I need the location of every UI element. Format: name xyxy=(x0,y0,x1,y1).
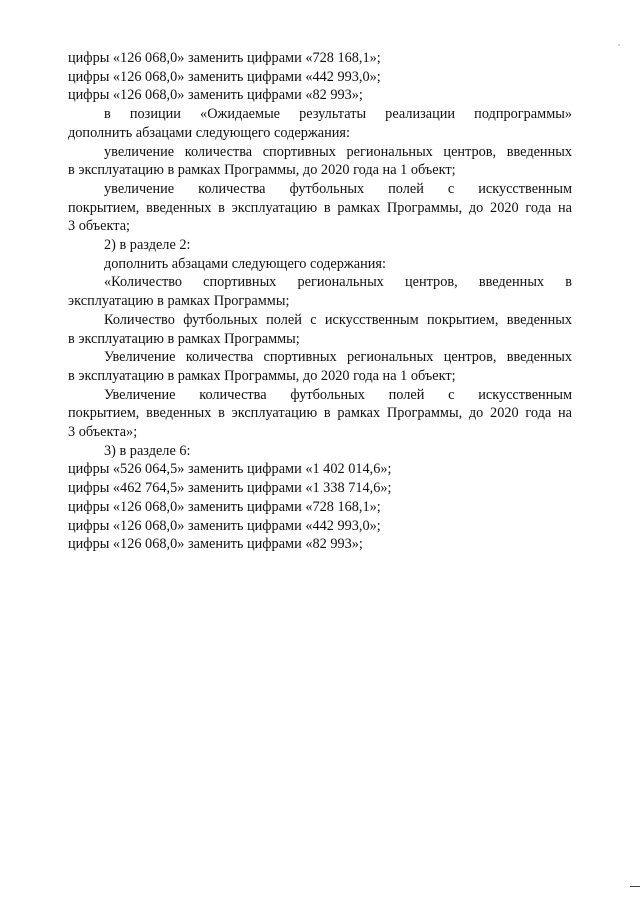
text-line: увеличение количества футбольных полей с искусственным xyxy=(104,180,572,197)
text-line: дополнить абзацами следующего содержания: xyxy=(104,255,386,272)
text-line: цифры «126 068,0» заменить цифрами «728 168,1»; xyxy=(68,498,381,515)
text-line: цифры «126 068,0» заменить цифрами «82 993»; xyxy=(68,536,363,553)
text-line: цифры «126 068,0» заменить цифрами «728 168,1»; xyxy=(68,50,381,66)
text-line: цифры «126 068,0» заменить цифрами «82 993»; xyxy=(68,87,363,104)
edge-mark xyxy=(630,886,640,887)
text-line: увеличение количества спортивных региональных центров, введенных xyxy=(104,143,572,160)
text-line: 2) в разделе 2: xyxy=(104,237,191,254)
text-line: цифры «126 068,0» заменить цифрами «442 993,0»; xyxy=(68,68,381,85)
text-line: цифры «526 064,5» заменить цифрами «1 402 014,6»; xyxy=(68,461,392,478)
text-line: Количество футбольных полей с искусственным покрытием, введенных xyxy=(104,311,572,328)
text-line: дополнить абзацами следующего содержания: xyxy=(68,124,350,141)
text-line: 3) в разделе 6: xyxy=(104,442,191,459)
text-line: покрытием, введенных в эксплуатацию в рамках Программы, до 2020 года на xyxy=(68,199,572,216)
text-line: в позиции «Ожидаемые результаты реализации подпрограммы» xyxy=(104,106,572,123)
text-line: цифры «462 764,5» заменить цифрами «1 338 714,6»; xyxy=(68,480,392,497)
document-body xyxy=(68,49,572,554)
text-line: покрытием, введенных в эксплуатацию в рамках Программы, до 2020 года на xyxy=(68,405,572,422)
text-line: «Количество спортивных региональных центров, введенных в xyxy=(104,274,572,291)
text-line: эксплуатацию в рамках Программы; xyxy=(68,293,290,310)
scan-speck xyxy=(618,44,620,46)
text-line: 3 объекта; xyxy=(68,218,131,235)
text-line: в эксплуатацию в рамках Программы, до 2020 года на 1 объект; xyxy=(68,367,456,384)
text-line: цифры «126 068,0» заменить цифрами «442 993,0»; xyxy=(68,517,381,534)
text-line: Увеличение количества спортивных региональных центров, введенных xyxy=(104,349,572,366)
text-line: в эксплуатацию в рамках Программы, до 2020 года на 1 объект; xyxy=(68,162,456,179)
text-line: Увеличение количества футбольных полей с искусственным xyxy=(104,386,572,403)
text-line: 3 объекта»; xyxy=(68,424,138,441)
text-line: в эксплуатацию в рамках Программы; xyxy=(68,330,300,347)
